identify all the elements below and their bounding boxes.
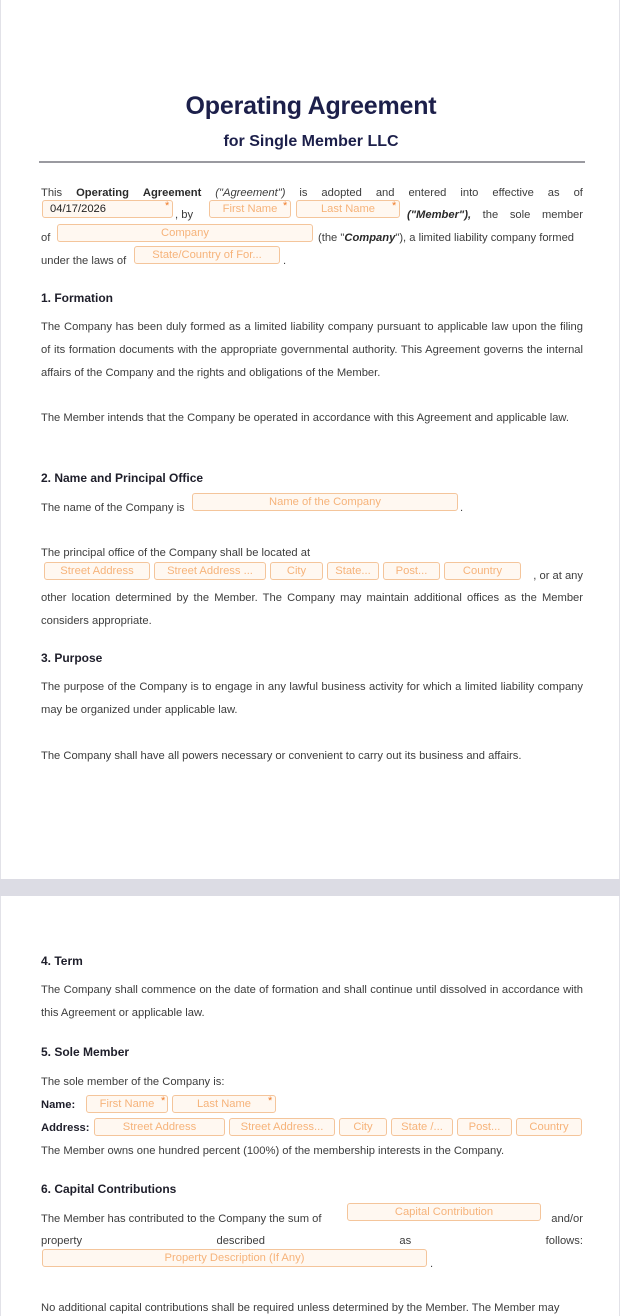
office-country-field[interactable]: Country — [444, 562, 521, 580]
intro-word: the — [482, 209, 499, 221]
document-title: Operating Agreement — [185, 92, 437, 120]
text-fragment: (the " — [318, 232, 345, 244]
state-country-formation-field[interactable]: State/Country of For... — [134, 246, 280, 264]
required-asterisk: * — [268, 1095, 273, 1107]
intro-word: entered — [408, 187, 447, 199]
intro-line-2-tail — [407, 208, 583, 222]
effective-date-field[interactable]: 04/17/2026 — [42, 200, 173, 218]
company-defined-term: Company — [344, 232, 396, 244]
office-city-field[interactable]: City — [270, 562, 323, 580]
by-text: , by — [175, 209, 194, 221]
required-asterisk: * — [161, 1095, 166, 1107]
member-street2-field[interactable]: Street Address... — [229, 1118, 335, 1136]
title-divider — [39, 161, 585, 163]
member-last-name-field[interactable]: Last Name — [296, 200, 400, 218]
required-asterisk: * — [392, 200, 397, 212]
document-page-2 — [0, 896, 620, 1316]
member-postal-field[interactable]: Post... — [457, 1118, 512, 1136]
intro-line-1 — [41, 186, 583, 200]
section-heading-capital: 6. Capital Contributions — [41, 1182, 177, 1196]
text-word: property — [41, 1235, 83, 1247]
member-street-field[interactable]: Street Address — [94, 1118, 225, 1136]
intro-word: into — [460, 187, 479, 199]
member-first-name-field[interactable]: First Name — [209, 200, 291, 218]
address-label: Address: — [41, 1122, 90, 1134]
office-street2-field[interactable]: Street Address ... — [154, 562, 266, 580]
or-at-any-text: , or at any — [533, 570, 583, 582]
intro-word: adopted — [321, 187, 362, 199]
intro-word: is — [299, 187, 308, 199]
text-word: follows: — [545, 1235, 583, 1247]
intro-word: sole — [509, 209, 531, 221]
property-line — [41, 1234, 583, 1248]
section-heading-term: 4. Term — [41, 954, 83, 968]
laws-text: under the laws of — [41, 255, 127, 267]
section-heading-name-office: 2. Name and Principal Office — [41, 471, 204, 485]
intro-word: This — [41, 187, 63, 199]
term-paragraph: The Company shall commence on the date of formation and shall continue until dissolved in accordance with this Agreement or applicable law. — [41, 984, 583, 1019]
purpose-paragraph-1: The purpose of the Company is to engage in any lawful business activity for which a limited liability company may be organized under applicable law. — [41, 681, 583, 716]
ownership-text: The Member owns one hundred percent (100%) of the membership interests in the Company. — [41, 1145, 505, 1157]
property-description-field[interactable]: Property Description (If Any) — [42, 1249, 427, 1267]
name-label: Name: — [41, 1099, 76, 1111]
office-paragraph-rest: other location determined by the Member. The Company may maintain additional offices as the Member considers appropriate. — [41, 592, 583, 627]
office-state-field[interactable]: State... — [327, 562, 379, 580]
text-word: as — [399, 1235, 412, 1247]
purpose-paragraph-2: The Company shall have all powers necessary or convenient to carry out its business and affairs. — [41, 750, 522, 762]
company-definition-text — [318, 231, 574, 245]
name-of-company-field[interactable]: Name of the Company — [192, 493, 458, 511]
sole-member-intro: The sole member of the Company is: — [41, 1076, 225, 1088]
section-heading-sole-member: 5. Sole Member — [41, 1045, 130, 1059]
additional-contributions-text: No additional capital contributions shall be required unless determined by the Member. The Member may — [41, 1302, 560, 1314]
intro-word: and — [375, 187, 395, 199]
period-text: . — [460, 502, 464, 514]
intro-word-bold: Agreement — [142, 187, 202, 199]
member-city-field[interactable]: City — [339, 1118, 387, 1136]
sole-member-last-name-field[interactable]: Last Name — [172, 1095, 276, 1113]
document-subtitle: for Single Member LLC — [223, 133, 399, 150]
principal-office-text: The principal office of the Company shall be located at — [41, 547, 311, 559]
and-or-text: and/or — [551, 1213, 583, 1225]
intro-word: member — [541, 209, 583, 221]
agreement-defined-term: ("Agreement") — [215, 187, 286, 199]
intro-word: effective — [492, 187, 534, 199]
of-text: of — [41, 232, 51, 244]
period-text: . — [430, 1258, 434, 1270]
company-name-field[interactable]: Company — [57, 224, 313, 242]
formation-paragraph-2: The Member intends that the Company be operated in accordance with this Agreement and applicable law. — [41, 412, 569, 424]
required-asterisk: * — [165, 200, 170, 212]
period-text: . — [283, 255, 287, 267]
intro-word: as — [547, 187, 560, 199]
section-heading-purpose: 3. Purpose — [41, 651, 103, 665]
required-asterisk: * — [283, 200, 288, 212]
office-postal-field[interactable]: Post... — [383, 562, 440, 580]
intro-word-bold: Operating — [76, 187, 129, 199]
text-fragment: "), a limited liability company formed — [395, 232, 575, 244]
company-name-text: The name of the Company is — [41, 502, 185, 514]
member-state-field[interactable]: State /... — [391, 1118, 453, 1136]
section-heading-formation: 1. Formation — [41, 291, 114, 305]
formation-paragraph-1: The Company has been duly formed as a limited liability company pursuant to applicable law upon the filing of its formation documents with the appropriate governmental authority. This Agreement governs the internal affairs of the Company and the rights and obligations of the Member. — [41, 321, 583, 379]
member-country-field[interactable]: Country — [516, 1118, 582, 1136]
text-word: described — [216, 1235, 265, 1247]
intro-word: of — [573, 187, 583, 199]
member-defined-term: ("Member"), — [407, 209, 472, 221]
capital-text: The Member has contributed to the Company the sum of — [41, 1213, 322, 1225]
capital-contribution-field[interactable]: Capital Contribution — [347, 1203, 541, 1221]
sole-member-first-name-field[interactable]: First Name — [86, 1095, 168, 1113]
office-street-field[interactable]: Street Address — [44, 562, 150, 580]
